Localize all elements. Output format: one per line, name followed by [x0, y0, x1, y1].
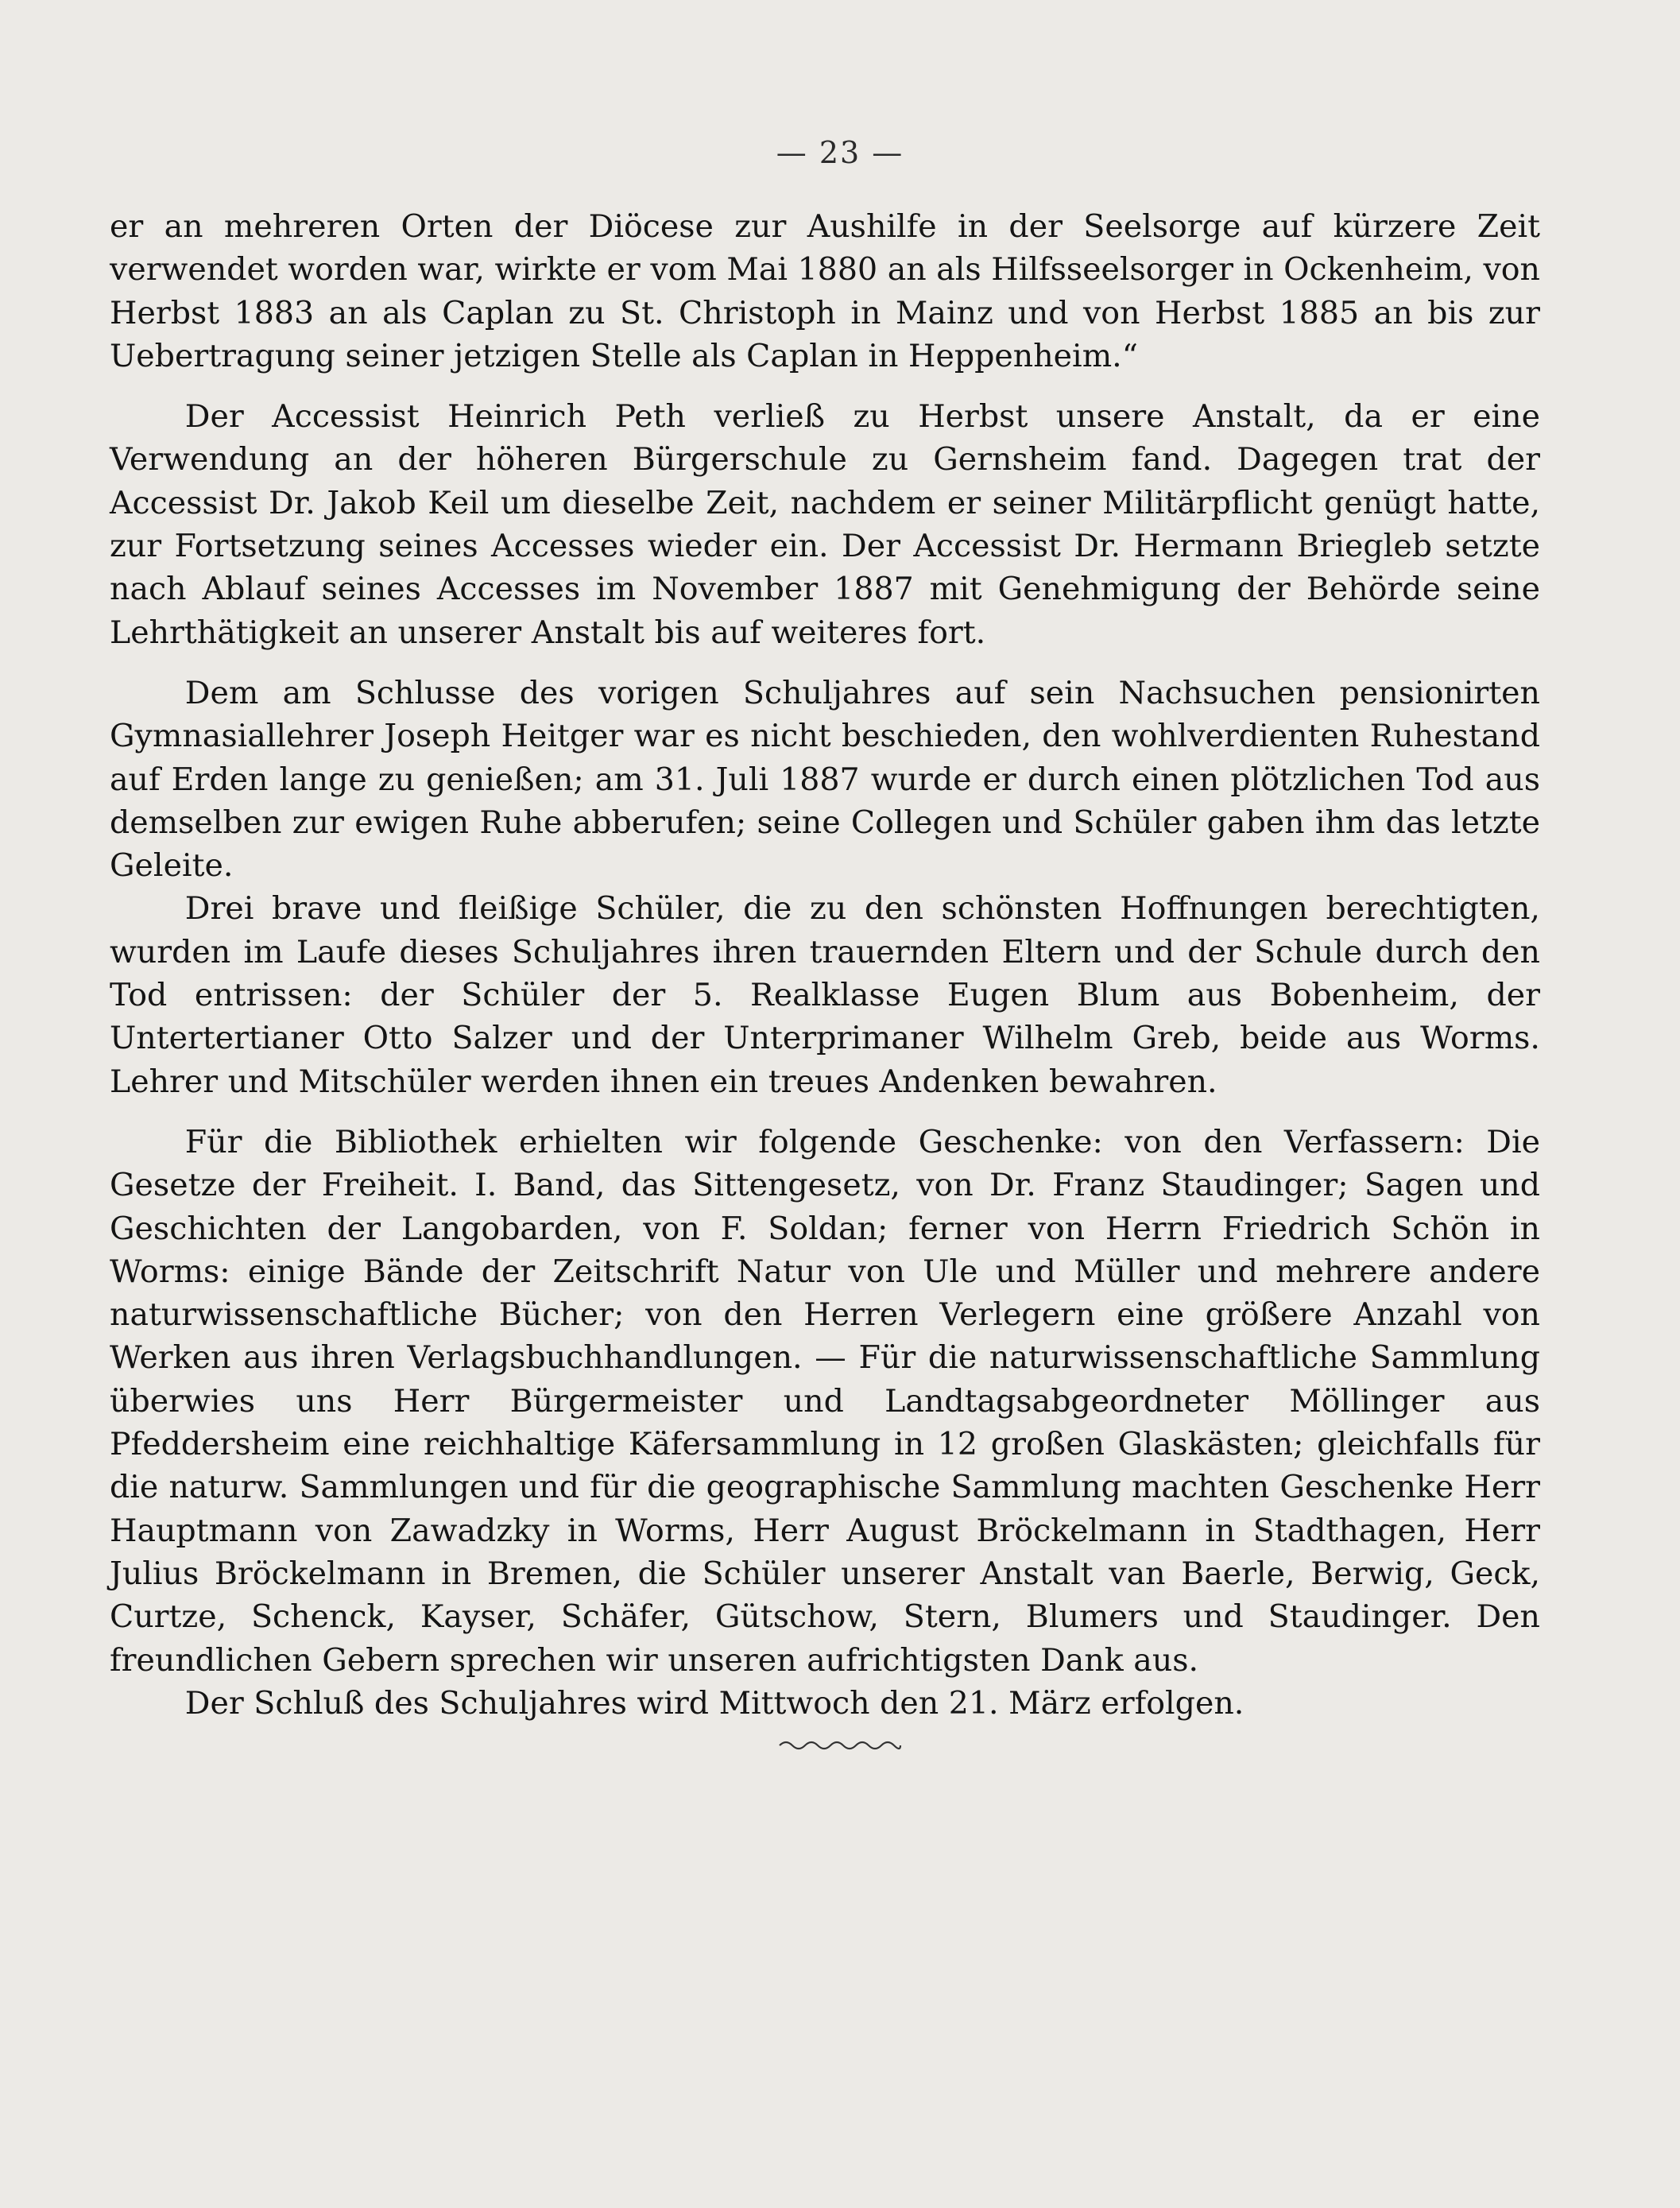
page-number: — 23 — [776, 135, 904, 170]
paragraph-5: Für die Bibliothek erhielten wir folgende Geschenke: von den Verfassern: Die Gesetze der Freiheit. I. Band, das Sittengesetz, von Dr. Franz Staudinger; Sagen und Geschichten der Langobarden, von F. Soldan; ferner von Herrn Friedrich Schön in Worms: einige Bände der Zeitschrift Natur von Ule und Müller und mehrere andere naturwissenschaftliche Bücher; von den Herren Verlegern eine größere Anzahl von Werken aus ihren Verlagsbuchhandlungen. — Für die naturwissenschaftliche Sammlung überwies uns Herr Bürgermeister und Landtagsabgeordneter Möllinger aus Pfeddersheim eine reichhaltige Käfersammlung in 12 großen Glaskästen; gleichfalls für die naturw. Sammlungen und für die geographische Sammlung machten Geschenke Herr Hauptmann von Zawadzky in Worms, Herr August Bröckelmann in Stadthagen, Herr Julius Bröckelmann in Bremen, die Schüler unserer Anstalt van Baerle, Berwig, Geck, Curtze, Schenck, Kayser, Schäfer, Gütschow, Stern, Blumers und Staudinger. Den freundlichen Gebern sprechen wir unseren aufrichtigsten Dank aus. [110, 1123, 1540, 1679]
paragraph-3: Dem am Schlusse des vorigen Schuljahres auf sein Nachsuchen pensionirten Gymnasiallehrer Joseph Heitger war es nicht beschieden, den wohlverdienten Ruhestand auf Erden lange zu genießen; am 31. Juli 1887 wurde er durch einen plötzlichen Tod aus demselben zur ewigen Ruhe abberufen; seine Collegen und Schüler gaben ihm das letzte Geleite. [110, 674, 1540, 885]
body-text [110, 205, 1540, 1725]
paragraph-6: Der Schluß des Schuljahres wird Mittwoch den 21. März erfolgen. [184, 1684, 1245, 1722]
paragraph-2: Der Accessist Heinrich Peth verließ zu Herbst unsere Anstalt, da er eine Verwendung an der höheren Bürgerschule zu Gernsheim fand. Dagegen trat der Accessist Dr. Jakob Keil um dieselbe Zeit, nachdem er seiner Militärpflicht genügt hatte, zur Fortsetzung seines Accesses wieder ein. Der Accessist Dr. Hermann Briegleb setzte nach Ablauf seines Accesses im November 1887 mit Genehmigung der Behörde seine Lehrthätigkeit an unserer Anstalt bis auf weiteres fort. [110, 398, 1540, 651]
wavy-flourish-icon [0, 1733, 1680, 1757]
paragraph-1: er an mehreren Orten der Diöcese zur Aushilfe in der Seelsorge auf kürzere Zeit verwendet worden war, wirkte er vom Mai 1880 an als Hilfsseelsorger in Ockenheim, von Herbst 1883 an als Caplan zu St. Christoph in Mainz und von Herbst 1885 an bis zur Uebertragung seiner jetzigen Stelle als Caplan in Heppenheim.“ [110, 208, 1540, 374]
paragraph-4: Drei brave und fleißige Schüler, die zu den schönsten Hoffnungen berechtigten, wurden im Laufe dieses Schuljahres ihren trauernden Eltern und der Schule durch den Tod entrissen: der Schüler der 5. Realklasse Eugen Blum aus Bobenheim, der Untertertianer Otto Salzer und der Unterprimaner Wilhelm Greb, beide aus Worms. Lehrer und Mitschüler werden ihnen ein treues Andenken bewahren. [110, 890, 1540, 1100]
